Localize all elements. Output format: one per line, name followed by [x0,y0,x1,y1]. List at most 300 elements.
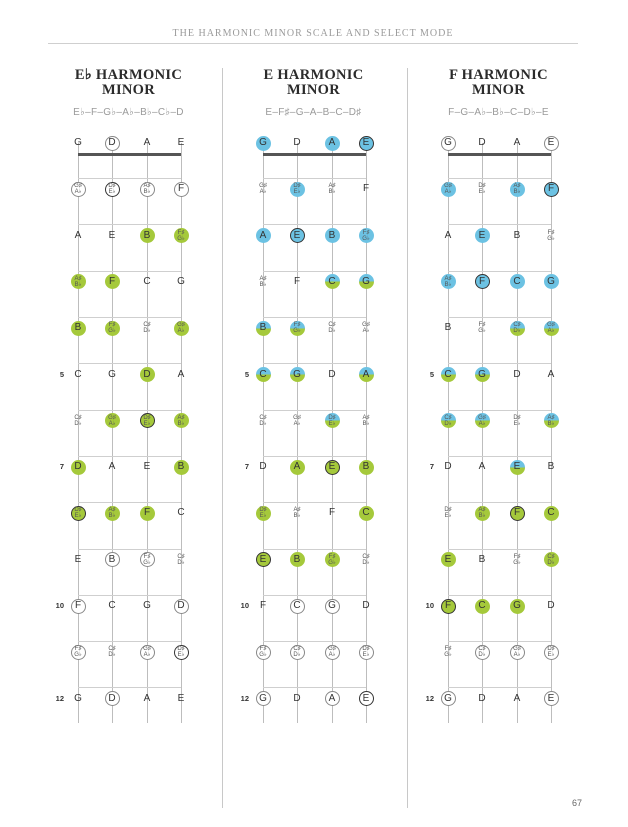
note-label: B [259,322,267,334]
fret-note [359,413,374,428]
fret-note [359,321,374,336]
note-label: C [108,600,116,611]
fret-note [510,691,525,706]
fret-line [78,595,181,596]
fret-note [140,228,155,243]
note-label: F [444,600,452,611]
fret-number: 7 [59,462,64,472]
fret-note [475,552,490,567]
fret-note [140,506,155,521]
fret-note [290,599,305,614]
fret-note [325,460,340,475]
fret-note [475,645,490,660]
fret-note [325,228,340,243]
fret-note [359,691,374,706]
fret-note [290,274,305,289]
fret-note [71,367,86,382]
fret-note [105,413,120,428]
fret-note [290,182,305,197]
fret-note [441,136,456,151]
fret-note [359,367,374,382]
note-label: A [444,229,452,241]
fret-line [263,317,366,318]
fret-note [105,645,120,660]
fret-line [263,641,366,642]
note-label: C♯ [328,322,336,329]
scale-notes: E♭–F–G♭–A♭–B♭–C♭–D [73,107,184,118]
fret-line [263,549,366,550]
note-label: C [547,507,555,519]
note-label: A♭ [478,420,486,427]
fret-note [105,228,120,243]
note-label: C♯ [143,322,151,329]
fret-line [78,363,181,364]
fret-note [290,367,305,382]
fret-number: 12 [55,693,64,703]
note-label: D [74,461,82,473]
fret-note [105,367,120,382]
fret-note [71,228,86,243]
note-label: D♭ [74,420,82,427]
fret-line [263,271,366,272]
fret-number: 5 [429,369,434,379]
fret-note [290,645,305,660]
note-label: G♭ [513,559,521,566]
note-label: G [108,368,116,380]
note-label: E♭ [74,513,82,520]
note-label: A [328,692,336,704]
note-label: D♭ [177,559,185,566]
note-label: G♯ [177,322,185,329]
note-label: G♭ [362,235,370,242]
note-label: B♭ [547,420,555,427]
note-label: D [328,368,336,380]
fret-note [256,506,271,521]
note-label: D♭ [259,420,267,427]
fret-number: 5 [59,369,64,379]
note-label: E♭ [328,420,336,427]
note-label: D♯ [74,507,82,514]
note-label: B [328,229,336,241]
note-label: E♭ [177,652,185,659]
fret-line [78,410,181,411]
note-label: E [177,692,185,704]
note-label: F [513,507,521,519]
note-label: D♯ [362,646,370,653]
note-label: C [293,600,301,611]
fret-note [174,321,189,336]
fret-note [325,645,340,660]
fret-note [71,691,86,706]
panel-title-line2: MINOR [471,82,526,98]
note-label: E [177,137,185,148]
fret-note [290,321,305,336]
note-label: A [143,137,151,148]
note-label: G♭ [259,652,267,659]
note-label: C [259,368,267,380]
fret-note [140,182,155,197]
fret-note [544,367,559,382]
note-label: F♯ [444,646,452,653]
fret-note [510,599,525,614]
note-label: A♯ [259,275,267,282]
note-label: B♭ [362,420,370,427]
note-label: G♯ [328,646,336,653]
note-label: A [74,229,82,241]
fretboard-diagram [406,0,591,827]
fret-note [544,552,559,567]
note-label: A [513,137,521,148]
fret-note [256,274,271,289]
note-label: B♭ [259,281,267,288]
fret-note [71,321,86,336]
fret-note [510,506,525,521]
note-label: D [513,368,521,380]
note-label: A♭ [108,420,116,427]
fret-note [140,274,155,289]
fret-line [78,178,181,179]
note-label: D♯ [547,646,555,653]
fret-note [510,645,525,660]
note-label: A♭ [547,328,555,335]
fret-note [140,645,155,660]
fret-note [441,599,456,614]
note-label: D [177,600,185,611]
fret-line [78,687,181,688]
fret-note [105,691,120,706]
note-label: B♭ [293,513,301,520]
fret-note [544,506,559,521]
fret-note [105,182,120,197]
fret-note [140,552,155,567]
note-label: F [74,600,82,611]
fret-note [256,321,271,336]
fret-number: 10 [240,601,249,610]
fret-line [263,595,366,596]
fret-note [174,274,189,289]
fret-note [359,645,374,660]
note-label: A♯ [293,507,301,514]
note-label: E [362,137,370,148]
note-label: G [143,600,151,611]
fret-note [290,228,305,243]
note-label: G [177,275,185,287]
note-label: B♭ [143,189,151,196]
fret-note [544,228,559,243]
fret-note [325,599,340,614]
fret-note [290,460,305,475]
note-label: C♯ [362,553,370,560]
note-label: G [259,692,267,704]
note-label: F♯ [143,553,151,560]
fret-note [140,136,155,151]
fret-note [174,136,189,151]
fret-note [256,182,271,197]
fret-note [105,136,120,151]
note-label: A♯ [362,414,370,421]
note-label: E [143,461,151,473]
fret-note [510,321,525,336]
fret-note [475,599,490,614]
fret-line [263,502,366,503]
note-label: A♯ [328,183,336,190]
note-label: F [108,275,116,287]
fret-number: 12 [240,693,249,703]
note-label: D♭ [478,652,486,659]
note-label: D♯ [478,183,486,190]
fret-line [448,363,551,364]
note-label: A [177,368,185,380]
note-label: C [74,368,82,380]
fret-line [263,224,366,225]
fret-line [78,641,181,642]
note-label: A♯ [74,275,82,282]
note-label: D♭ [143,328,151,335]
fret-note [359,228,374,243]
fret-note [256,645,271,660]
panel-title: E HARMONIC [263,67,364,83]
note-label: E [513,461,521,473]
note-label: F [177,183,185,195]
note-label: A♭ [328,652,336,659]
note-label: A [478,461,486,473]
note-label: G♯ [513,646,521,653]
note-label: F [143,507,151,519]
note-label: A♯ [177,414,185,421]
note-label: A♯ [143,183,151,190]
fret-note [325,552,340,567]
fret-note [105,321,120,336]
note-label: A♭ [177,328,185,335]
nut [263,153,366,156]
fret-note [544,321,559,336]
note-label: D [293,137,301,148]
fret-note [105,460,120,475]
note-label: G♯ [108,414,116,421]
note-label: G♭ [177,235,185,242]
fret-note [325,506,340,521]
fret-line [263,687,366,688]
fret-note [544,413,559,428]
note-label: E [259,553,267,565]
panel-title: E♭ HARMONIC [74,67,183,83]
fret-note [174,552,189,567]
fret-line [78,549,181,550]
fret-note [475,274,490,289]
note-label: F♯ [362,229,370,236]
fret-note [544,182,559,197]
fret-note [441,413,456,428]
fret-note [174,460,189,475]
note-label: A [547,368,555,380]
note-label: B♭ [478,513,486,520]
note-label: C♯ [293,646,301,653]
fret-note [174,367,189,382]
note-label: D♭ [108,652,116,659]
note-label: C [177,507,185,519]
note-label: E [108,229,116,241]
note-label: G [547,275,555,287]
fret-note [544,599,559,614]
fret-note [510,274,525,289]
note-label: A♯ [547,414,555,421]
fret-note [441,460,456,475]
fret-note [510,367,525,382]
fret-line [78,224,181,225]
fret-note [71,552,86,567]
note-label: E [362,692,370,704]
note-label: B [108,553,116,565]
note-label: F [362,183,370,195]
note-label: A [293,461,301,473]
note-label: C [362,507,370,519]
note-label: C♯ [513,322,521,329]
note-label: G♭ [547,235,555,242]
note-label: B♭ [328,189,336,196]
note-label: D♭ [293,652,301,659]
note-label: D♭ [547,559,555,566]
note-label: F♯ [74,646,82,653]
note-label: B [444,322,452,334]
fret-note [105,506,120,521]
fret-note [359,552,374,567]
fret-note [256,691,271,706]
panel-f-harmonic-minor [406,0,591,827]
note-label: D♯ [444,507,452,514]
fret-note [256,367,271,382]
fret-note [475,228,490,243]
fret-note [544,460,559,475]
fret-note [174,691,189,706]
fret-note [441,552,456,567]
scale-notes: E–F♯–G–A–B–C–D♯ [265,107,362,118]
note-label: F [478,275,486,287]
note-label: G [74,137,82,148]
note-label: D♭ [328,328,336,335]
note-label: G [293,368,301,380]
note-label: C♯ [108,646,116,653]
fret-line [78,502,181,503]
note-label: C [328,275,336,287]
note-label: C♯ [259,414,267,421]
fret-note [475,367,490,382]
note-label: C [143,275,151,287]
fret-line [78,271,181,272]
note-label: E [293,229,301,241]
fret-note [140,691,155,706]
fret-number: 5 [244,369,249,379]
note-label: A [143,692,151,704]
fret-note [105,274,120,289]
note-label: B [362,461,370,473]
note-label: G♯ [143,646,151,653]
nut [78,153,181,156]
fret-note [510,460,525,475]
note-label: F♯ [293,322,301,329]
fret-note [290,691,305,706]
note-label: G♯ [444,183,452,190]
note-label: G♯ [547,322,555,329]
note-label: B [74,322,82,334]
fret-note [174,645,189,660]
fret-note [325,182,340,197]
fret-note [441,691,456,706]
note-label: D♭ [444,420,452,427]
fret-note [325,274,340,289]
note-label: A♯ [513,183,521,190]
fret-note [475,691,490,706]
note-label: G♭ [108,328,116,335]
note-label: G♭ [293,328,301,335]
fret-note [256,552,271,567]
fret-note [71,460,86,475]
fret-note [441,182,456,197]
note-label: G [259,137,267,148]
note-label: B [177,461,185,473]
fret-note [475,136,490,151]
note-label: E♭ [293,189,301,196]
note-label: D♯ [328,414,336,421]
fret-note [71,274,86,289]
fret-note [359,506,374,521]
fret-note [105,552,120,567]
fret-number: 10 [425,601,434,610]
note-label: A♭ [259,189,267,196]
note-label: B♭ [177,420,185,427]
note-label: C♯ [478,646,486,653]
note-label: G♯ [362,322,370,329]
fret-line [78,317,181,318]
note-label: D [143,368,151,380]
fret-note [105,599,120,614]
note-label: F♯ [513,553,521,560]
fret-note [441,321,456,336]
fret-note [359,599,374,614]
note-label: C [444,368,452,380]
note-label: D [547,600,555,611]
note-label: G♯ [478,414,486,421]
note-label: A♭ [362,328,370,335]
note-label: D♯ [513,414,521,421]
fret-note [174,228,189,243]
fret-line [263,456,366,457]
note-label: D [478,692,486,704]
fret-note [441,506,456,521]
fret-note [475,182,490,197]
fret-note [544,645,559,660]
fret-note [325,367,340,382]
note-label: E [444,553,452,565]
note-label: D [259,461,267,473]
fret-line [448,271,551,272]
header-title: THE HARMONIC MINOR SCALE AND SELECT MODE [172,28,454,39]
fret-line [448,641,551,642]
note-label: B♭ [74,281,82,288]
fret-note [441,645,456,660]
fret-note [256,136,271,151]
fret-note [510,182,525,197]
note-label: D♯ [293,183,301,190]
note-label: F [547,183,555,195]
note-label: C♯ [177,553,185,560]
note-label: D♯ [259,507,267,514]
fret-note [510,413,525,428]
fret-note [140,599,155,614]
note-label: D [108,137,116,148]
fretboard-diagram [221,0,406,827]
fret-note [441,367,456,382]
fret-note [325,413,340,428]
